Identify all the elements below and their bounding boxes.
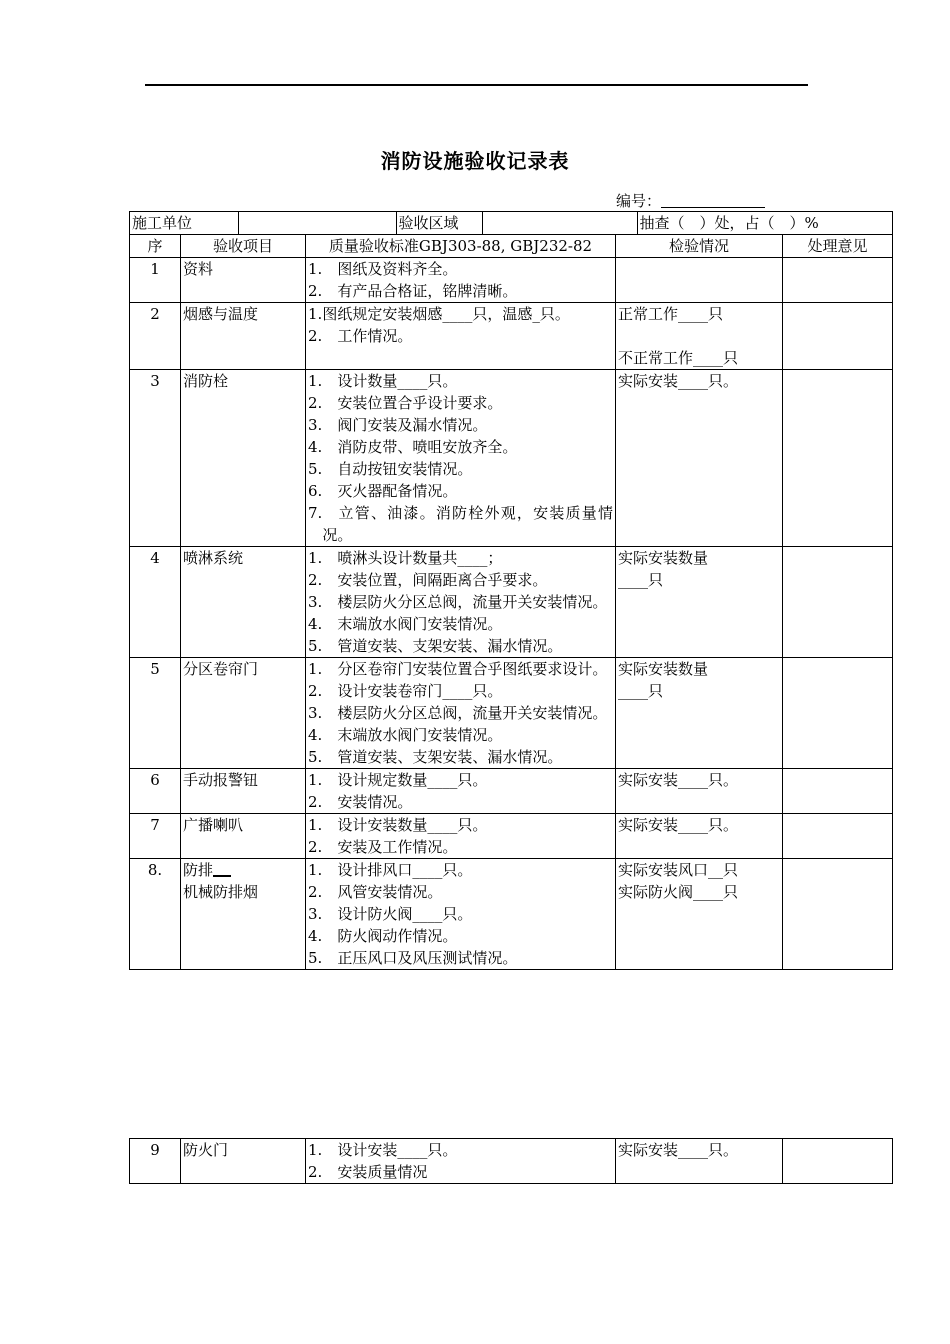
row-seq: 6 [130, 769, 181, 814]
standard-item [308, 569, 613, 591]
inspection-table-continued [129, 1138, 893, 1184]
row-item [181, 370, 306, 547]
table-row [130, 769, 893, 814]
doc-number-label: 编号： [616, 192, 662, 210]
inspection-line: 实际安装____只。 [618, 372, 739, 390]
page-title: 消防设施验收记录表 [380, 149, 570, 173]
standard-item-number: 2. [308, 571, 323, 589]
standard-item [308, 791, 613, 813]
row-item [181, 769, 306, 814]
standard-item [308, 303, 613, 325]
row-opinion[interactable] [783, 769, 893, 814]
inspection-line: ____只 [618, 682, 664, 700]
table-row [130, 258, 893, 303]
standard-item-text: 工作情况。 [322, 327, 413, 345]
inspection-line: 实际防火阀____只 [618, 883, 739, 901]
standard-item-text: 末端放水阀门安装情况。 [322, 615, 503, 633]
row-opinion[interactable] [783, 859, 893, 970]
standard-item-number: 4. [308, 927, 323, 945]
standard-item-text: 设计防火阀____只。 [322, 905, 473, 923]
col-seq-header: 序 [130, 235, 181, 258]
standard-item-number: 5. [308, 949, 323, 967]
table-row [130, 547, 893, 658]
header-row [130, 235, 893, 258]
standard-item-number: 2. [308, 327, 323, 345]
standard-item [308, 925, 613, 947]
row-item [181, 258, 306, 303]
standard-item-text: 管道安装、支架安装、漏水情况。 [322, 637, 563, 655]
area-value[interactable] [482, 212, 637, 234]
standard-item-number: 2. [308, 793, 323, 811]
row-opinion[interactable] [783, 547, 893, 658]
standard-item [308, 370, 613, 392]
standard-item-number: 2. [308, 682, 323, 700]
col-standard-header: 质量验收标准GBJ303-88, GBJ232-82 [306, 235, 616, 258]
standard-item [308, 769, 613, 791]
table-row [130, 1139, 893, 1184]
standard-item-number: 5. [308, 460, 323, 478]
standard-item-text: 立管、油漆。消防栓外观，安装质量情况。 [322, 504, 613, 544]
standard-item-number: 5. [308, 637, 323, 655]
row-standards [306, 658, 616, 769]
standard-item [308, 680, 613, 702]
row-opinion[interactable] [783, 258, 893, 303]
standard-item-text: 安装情况。 [322, 793, 413, 811]
row-inspection [616, 814, 783, 859]
standard-item-text: 消防皮带、喷咀安放齐全。 [322, 438, 518, 456]
row-opinion[interactable] [783, 1139, 893, 1184]
row-item-label: 喷淋系统 [183, 549, 244, 567]
standard-item-number: 1. [308, 305, 323, 323]
inspection-line: 正常工作____只 [618, 305, 724, 323]
standard-item-number: 7. [308, 504, 323, 522]
standard-item-number: 1. [308, 1141, 323, 1159]
standard-item [308, 859, 613, 881]
standard-item-number: 5. [308, 748, 323, 766]
standard-item [308, 836, 613, 858]
standard-item-number: 4. [308, 438, 323, 456]
row-item [181, 547, 306, 658]
standard-item [308, 547, 613, 569]
standard-item [308, 724, 613, 746]
row-seq: 5 [130, 658, 181, 769]
doc-number-blank[interactable] [661, 193, 765, 208]
standard-item-text: 设计规定数量____只。 [322, 771, 488, 789]
standard-item-text: 安装质量情况 [322, 1163, 428, 1181]
standard-item-text: 有产品合格证，铭牌清晰。 [322, 282, 518, 300]
area-label: 验收区域 [396, 212, 482, 234]
standard-item [308, 480, 613, 502]
standard-item-text: 楼层防火分区总阀，流量开关安装情况。 [322, 704, 608, 722]
standard-item-text: 末端放水阀门安装情况。 [322, 726, 503, 744]
row-seq: 3 [130, 370, 181, 547]
row-item [181, 303, 306, 370]
row-inspection [616, 303, 783, 370]
standard-item-text: 管道安装、支架安装、漏水情况。 [322, 748, 563, 766]
row-item-label: 广播喇叭 [183, 816, 244, 834]
table-row [130, 303, 893, 370]
inspection-line: 实际安装____只。 [618, 816, 739, 834]
standard-item-number: 1. [308, 260, 323, 278]
row-opinion[interactable] [783, 814, 893, 859]
row-item-label: 资料 [183, 260, 214, 278]
standard-item-text: 正压风口及风压测试情况。 [322, 949, 518, 967]
row-opinion[interactable] [783, 303, 893, 370]
inspection-line: 实际安装____只。 [618, 1141, 739, 1159]
standard-item-number: 1. [308, 660, 323, 678]
standard-item-number: 2. [308, 394, 323, 412]
row-item-label: 消防栓 [183, 372, 229, 390]
row-inspection [616, 658, 783, 769]
standard-item [308, 814, 613, 836]
row-item [181, 658, 306, 769]
row-standards [306, 814, 616, 859]
row-standards [306, 769, 616, 814]
standard-item-text: 风管安装情况。 [322, 883, 443, 901]
unit-label: 施工单位 [130, 212, 238, 234]
row-inspection [616, 859, 783, 970]
row-standards [306, 370, 616, 547]
standard-item-number: 1. [308, 372, 323, 390]
row-inspection [616, 1139, 783, 1184]
row-item: 防火门 [181, 1139, 306, 1184]
standard-item-text: 设计数量____只。 [322, 372, 458, 390]
row-item-label: 手动报警钮 [183, 771, 259, 789]
table-row [130, 370, 893, 547]
inspection-line: 实际安装数量 [618, 660, 709, 678]
standard-item-text: 防火阀动作情况。 [322, 927, 458, 945]
row-inspection [616, 547, 783, 658]
inspection-line: ____只 [618, 571, 664, 589]
row-standards [306, 547, 616, 658]
standard-item [308, 502, 613, 546]
doc-number [616, 190, 765, 211]
info-row [130, 212, 893, 235]
row-seq: 7 [130, 814, 181, 859]
col-item-header: 验收项目 [181, 235, 306, 258]
row-seq: 4 [130, 547, 181, 658]
standard-item [308, 458, 613, 480]
row-opinion[interactable] [783, 658, 893, 769]
standard-item [308, 658, 613, 680]
standard-item-text: 阀门安装及漏水情况。 [322, 416, 488, 434]
standard-item-text: 分区卷帘门安装位置合乎图纸要求设计。 [322, 660, 608, 678]
standard-item [308, 881, 613, 903]
row-item-label: 烟感与温度 [183, 305, 259, 323]
standard-item [308, 325, 613, 347]
row-standards [306, 258, 616, 303]
standard-item-number: 2. [308, 883, 323, 901]
inspection-table [129, 211, 893, 970]
row-opinion[interactable] [783, 370, 893, 547]
inspection-line [618, 325, 780, 347]
standard-item-text: 设计安装数量____只。 [322, 816, 488, 834]
spot-check: 抽查（ ）处，占（ ）% [639, 214, 819, 232]
standard-item [308, 280, 613, 302]
standard-item-text: 楼层防火分区总阀，流量开关安装情况。 [322, 593, 608, 611]
standard-item-number: 3. [308, 905, 323, 923]
standard-item [308, 746, 613, 768]
row-standards [306, 303, 616, 370]
table-row [130, 814, 893, 859]
standard-item [308, 702, 613, 724]
row-seq: 2 [130, 303, 181, 370]
inspection-line: 实际安装____只。 [618, 771, 739, 789]
standard-item-text: 设计排风口____只。 [322, 861, 473, 879]
row-standards [306, 859, 616, 970]
standard-item-number: 1. [308, 816, 323, 834]
row-inspection [616, 258, 783, 303]
standard-item [308, 436, 613, 458]
table-row [130, 658, 893, 769]
standard-item-number: 1. [308, 771, 323, 789]
row-seq: 8. [130, 859, 181, 970]
standard-item-number: 2. [308, 1163, 323, 1181]
standard-item-text: 图纸规定安装烟感____只，温感_只。 [322, 305, 570, 323]
standard-item-number: 4. [308, 726, 323, 744]
standard-item-number: 2. [308, 838, 323, 856]
standard-item [308, 903, 613, 925]
row-inspection [616, 370, 783, 547]
col-inspection-header: 检验情况 [616, 235, 783, 258]
row-seq: 9 [130, 1139, 181, 1184]
standard-item-number: 6. [308, 482, 323, 500]
standard-item-number: 3. [308, 704, 323, 722]
standard-item-text: 安装位置合乎设计要求。 [322, 394, 503, 412]
standard-item-text: 灭火器配备情况。 [322, 482, 458, 500]
standard-item-text: 安装及工作情况。 [322, 838, 458, 856]
standard-item-text: 设计安装卷帘门____只。 [322, 682, 503, 700]
unit-value[interactable] [238, 212, 396, 234]
inspection-line: 实际安装风口__只 [618, 861, 739, 879]
standard-item [308, 392, 613, 414]
standard-item-text: 安装位置，间隔距离合乎要求。 [322, 571, 548, 589]
standard-item [308, 414, 613, 436]
standard-item-text: 喷淋头设计数量共____； [322, 549, 503, 567]
row-item-label: 防排 [183, 861, 214, 879]
underline-blank-icon [213, 863, 231, 877]
standard-item-number: 3. [308, 416, 323, 434]
inspection-line: 实际安装数量 [618, 549, 709, 567]
col-opinion-header: 处理意见 [783, 235, 893, 258]
standard-item-text: 自动按钮安装情况。 [322, 460, 473, 478]
header-rule [145, 84, 808, 86]
standard-item [308, 635, 613, 657]
standard-item-number: 1. [308, 861, 323, 879]
row-inspection [616, 769, 783, 814]
row-item [181, 814, 306, 859]
standard-item-number: 2. [308, 282, 323, 300]
standard-item [308, 1161, 613, 1183]
row-item-label-secondary: 机械防排烟 [183, 883, 259, 901]
standard-item-text: 图纸及资料齐全。 [322, 260, 458, 278]
table-row [130, 859, 893, 970]
standard-item-text: 设计安装____只。 [322, 1141, 458, 1159]
standard-item [308, 947, 613, 969]
standard-item-number: 3. [308, 593, 323, 611]
standard-item-number: 4. [308, 615, 323, 633]
row-item [181, 859, 306, 970]
row-standards [306, 1139, 616, 1184]
row-item-label: 分区卷帘门 [183, 660, 259, 678]
standard-item [308, 258, 613, 280]
inspection-line: 不正常工作____只 [618, 349, 739, 367]
standard-item [308, 591, 613, 613]
row-seq: 1 [130, 258, 181, 303]
standard-item-number: 1. [308, 549, 323, 567]
standard-item [308, 613, 613, 635]
standard-item [308, 1139, 613, 1161]
